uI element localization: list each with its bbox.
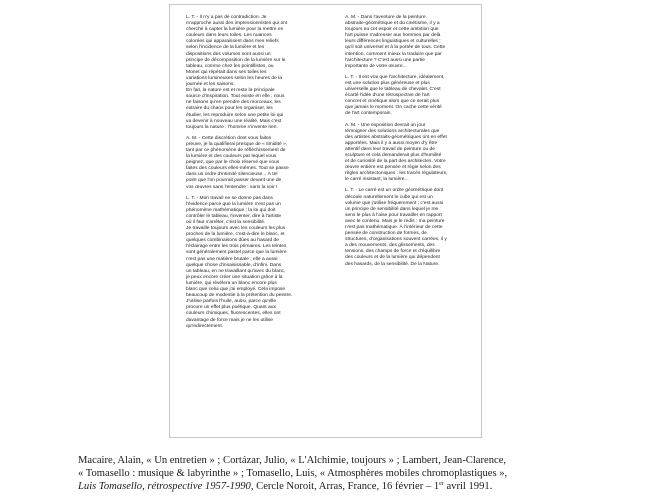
interview-paragraph: A. M. - Une exposition devrait un jour témoigner des solutions architecturales que des artistes abstraits-géométriques ont en effet apportées. Mais il y a aussi moyen d'y être attentif dans leur travail de peinture ou de sculpture et cela demanderait plus d'humilité et de curiosité de la part des architectes. Votre œuvre entière est pensée et régie selon des règles architectoniques : les tracés régulateurs, le carré insistant, la lumière...: [345, 122, 448, 183]
interview-paragraph: A. M. - Cette discrétion dont vous faites preuve, je la qualifierai presque de « timidité », tant par ce phénomène de réfléchissement de la lumière et des couleurs par lequel vous peignez, que par le choix réservé que vous faites des couleurs elles-mêmes. Tout se passe dans un ordre d'intimité silencieuse... À tel point que l'on pourrait passer devant une de vos œuvres sans l'entendre : sans la voir !: [186, 135, 289, 190]
caption-publication-info: , Cercle Noroit, Arras, France, 16 février – 1: [250, 481, 440, 493]
interview-paragraph: A. M. - Dans l'aventure de la peinture abstraite-géométrique et du cinétisme, il y a toujours eu cet espoir et cette ambition que l'art puisse s'adresser aux hommes par delà leurs différences linguistiques et culturelles ; qu'il soit universel et à la portée de tous. Cette intention, comment mieux la traduire que par l'architecture ? C'est aussi une partie importante de votre œuvre...: [345, 15, 446, 69]
caption-line-3: [78, 480, 638, 493]
interview-paragraph: L. T. - Mon travail ne se donne pas dans l'évidence parce que la lumière n'est pas un phénomène mathématique ; la loi qui doit contrôler le tableau, l'inventer, dire à l'artiste où il faut s'arrêter, c'est la sensibilité. Je travaille toujours avec les couleurs les plus proches de la lumière, c'est-à-dire le blanc, et quelques combinaisons dûes au hasard de l'éclairage entre les trois primaires. Les teintes sont généralement pastel parce que la lumière n'est pas une matière brutale ; elle a aussi quelque chose d'insaisissable, d'infini. Dans un tableau, en ne travaillant qu'avec du blanc, je peux encore créer une situation grâce à la lumière, qui révélera un blanc encore plus blanc que celui que j'ai employé. Cela impose beaucoup de modestie à la prétention du peintre. J'utilise parfois l'huile, aussi, parce qu'elle procure un effet plus poétique. Quant aux couleurs chimiques, fluorescentes, elles ont davantage de force mais je ne les utilise qu'indirectement.: [186, 195, 293, 329]
caption-line-1: Macaire, Alain, « Un entretien » ; Cortázar, Julio, « L'Alchimie, toujours » ; Lambert, Jean-Clarence,: [78, 455, 507, 466]
caption-line-2: « Tomasello : musique & labyrinthe » ; Tomasello, Luis, « Atmosphères mobiles chromoplastiques »,: [78, 468, 508, 480]
caption-ordinal-suffix: er: [439, 481, 444, 488]
right-text-column: [345, 15, 469, 273]
interview-paragraph: L. T. - Il est vrai que l'architecture, idéalement, est une solution plus généreuse et plus universelle que le tableau de chevalet. C'est écarté l'idée d'une rétrospective de l'art concret et cinétique alors que ce serait plus que jamais le moment. On cache cette vérité de l'art contemporain.: [345, 74, 445, 117]
left-text-column: [186, 15, 310, 335]
interview-paragraph: L. T. - Le carré est un ordre géométrique dont découle naturellement le cube qui est un volume que j'utilise fréquemment ; c'est aussi un principe de sensibilité dans lequel je me sens le plus à l'aise pour travailler en rapport avec le contenu. Mais je le redis : ma peinture n'est pas mathématique. À l'intérieur de cette pensée de construction de formes, de structures, d'organisations souvent carrées, il y a des mouvements, des glissements, des tensions, des champs de force et d'équilibre des couleurs et de la lumière qui dépendent des hasards, de la sensibilité. De la Nature.: [345, 188, 447, 267]
interview-paragraph: L. T. - Il n'y a pas de contradiction. Je m'approche aussi des impressionnistes qui ont cherché à capter la lumière pour la mettre en couleurs dans leurs toiles. Les nuances colorées qui apparaissent dans mes reliefs selon l'incidence de la lumière et les dispositions des volumes sont aussi un principe de décomposition de la lumière sur le tableau, comme chez les pointillistes, ou Monet qui répétait dans ses toiles les variations lumineuses selon les heures de la journée et les saisons. En fait, la nature est et reste la principale source d'inspiration. Tout existe en elle ; nous ne faisons qu'en prendre des morceaux, les extraire du chaos pour les organiser, les étudier, les reproduire selon une petite loi qui va devenir à nouveau une réalité. Mais c'est toujours la nature : l'homme n'invente rien.: [186, 15, 288, 130]
caption-book-title: Luis Tomasello, rétrospective 1957-1990: [78, 481, 251, 493]
bibliographic-caption: [78, 454, 638, 494]
caption-date-end: avril 1991.: [443, 481, 493, 493]
scanned-document-page: [169, 4, 482, 438]
